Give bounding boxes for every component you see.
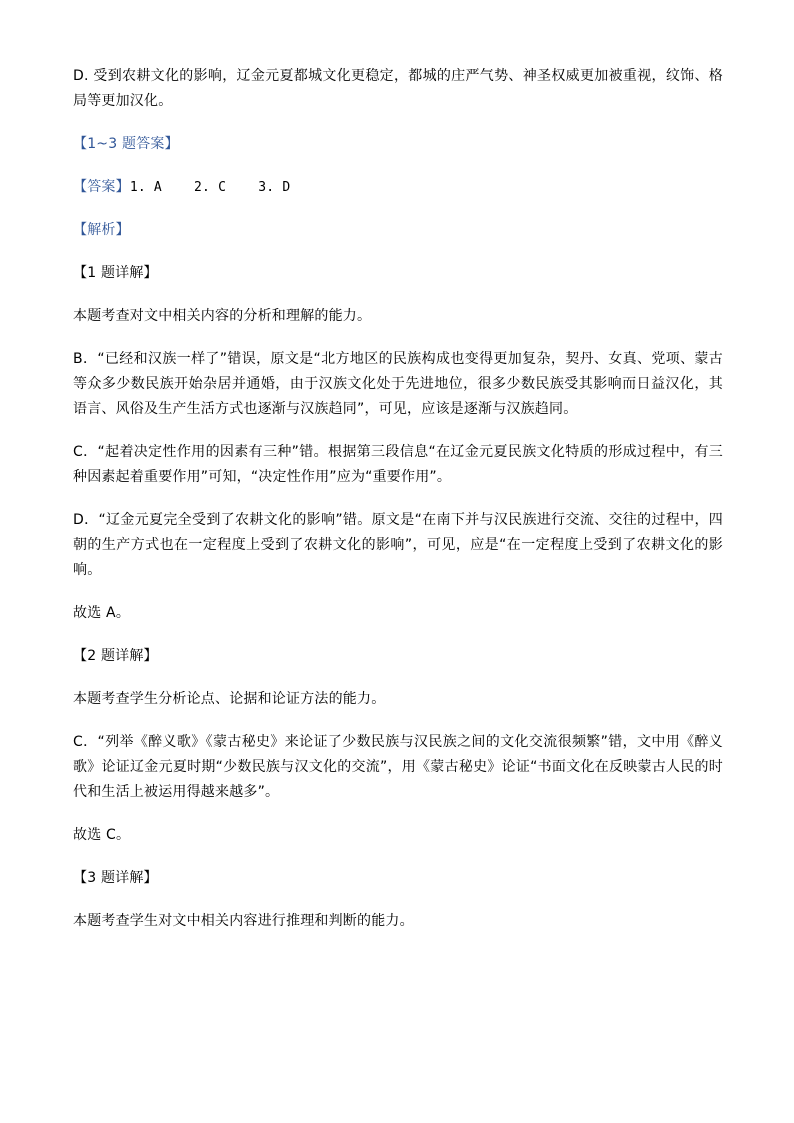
q1-option-c-analysis: C．“起着决定性作用的因素有三种”错。根据第三段信息“在辽金元夏民族文化特质的形成过程中，有三种因素起着重要作用”可知，“决定性作用”应为“重要作用”。	[73, 444, 723, 485]
q3-intro: 本题考查学生对文中相关内容进行推理和判断的能力。	[73, 913, 414, 929]
q2-choice: 故选 C。	[73, 827, 131, 843]
q1-option-b-analysis: B．“已经和汉族一样了”错误，原文是“北方地区的民族构成也变得更加复杂，契丹、女真、党项、蒙古等众多少数民族开始杂居并通婚，由于汉族文化处于先进地位，很多少数民族受其影响而日益汉化，其语言、风俗及生产生活方式也逐渐与汉族趋同”，可见，应该是逐渐与汉族趋同。	[73, 351, 723, 417]
answer-section-header: 【1~3 题答案】	[73, 136, 179, 152]
analysis-label: 【解析】	[73, 222, 130, 238]
q1-choice: 故选 A。	[73, 605, 131, 621]
document-page	[73, 64, 723, 934]
answer-values: 1. A 2. C 3. D	[129, 180, 291, 195]
q2-intro: 本题考查学生分析论点、论据和论证方法的能力。	[73, 691, 386, 707]
answer-label: 【答案】	[73, 179, 130, 195]
q1-intro: 本题考查对文中相关内容的分析和理解的能力。	[73, 308, 372, 324]
answer-line	[73, 175, 723, 200]
q3-detail-header: 【3 题详解】	[73, 870, 158, 886]
q2-detail-header: 【2 题详解】	[73, 648, 158, 664]
q2-option-c-analysis: C．“列举《醉义歌》《蒙古秘史》来论证了少数民族与汉民族之间的文化交流很频繁”错，文中用《醉义歌》论证辽金元夏时期“少数民族与汉文化的交流”，用《蒙古秘史》论证“书面文化在反映蒙古人民的时代和生活上被运用得越来越多”。	[73, 734, 723, 800]
paragraph-option-d: D. 受到农耕文化的影响，辽金元夏都城文化更稳定，都城的庄严气势、神圣权威更加被重视，纹饰、格局等更加汉化。	[73, 68, 723, 109]
q1-detail-header: 【1 题详解】	[73, 265, 158, 281]
q1-option-d-analysis: D．“辽金元夏完全受到了农耕文化的影响”错。原文是“在南下并与汉民族进行交流、交往的过程中，四朝的生产方式也在一定程度上受到了农耕文化的影响”，可见，应是“在一定程度上受到了农耕文化的影响。	[73, 512, 723, 578]
